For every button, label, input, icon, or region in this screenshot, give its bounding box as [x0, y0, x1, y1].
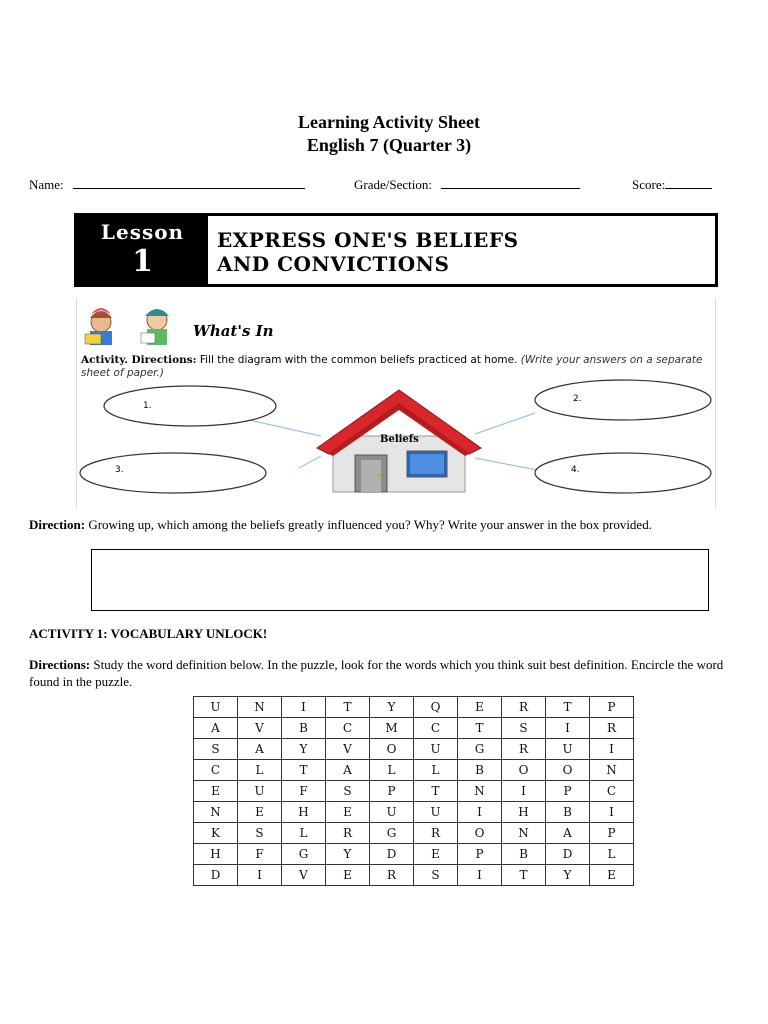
- lesson-word: Lesson: [100, 220, 185, 244]
- puzzle-cell[interactable]: V: [326, 739, 370, 760]
- puzzle-cell[interactable]: U: [194, 697, 238, 718]
- puzzle-cell[interactable]: M: [370, 718, 414, 739]
- puzzle-cell[interactable]: T: [326, 697, 370, 718]
- puzzle-cell[interactable]: A: [238, 739, 282, 760]
- score-label: Score:: [632, 177, 666, 192]
- puzzle-cell[interactable]: E: [326, 802, 370, 823]
- puzzle-cell[interactable]: P: [590, 823, 634, 844]
- oval-3-number: 3.: [115, 465, 124, 475]
- puzzle-cell[interactable]: R: [502, 739, 546, 760]
- title-line-2: English 7 (Quarter 3): [306, 135, 472, 155]
- puzzle-cell[interactable]: U: [546, 739, 590, 760]
- puzzle-cell[interactable]: I: [546, 718, 590, 739]
- puzzle-cell[interactable]: S: [194, 739, 238, 760]
- puzzle-cell[interactable]: D: [194, 865, 238, 886]
- puzzle-cell[interactable]: T: [546, 697, 590, 718]
- puzzle-cell[interactable]: P: [590, 697, 634, 718]
- puzzle-cell[interactable]: E: [458, 697, 502, 718]
- puzzle-cell[interactable]: Y: [546, 865, 590, 886]
- puzzle-cell[interactable]: Q: [414, 697, 458, 718]
- puzzle-cell[interactable]: A: [546, 823, 590, 844]
- direction-body: Growing up, which among the beliefs greatly influenced you? Why? Write your answer in the box provided.: [88, 517, 652, 532]
- puzzle-cell[interactable]: N: [590, 760, 634, 781]
- puzzle-cell[interactable]: V: [282, 865, 326, 886]
- puzzle-cell[interactable]: T: [502, 865, 546, 886]
- score-blank[interactable]: [665, 176, 712, 189]
- puzzle-cell[interactable]: R: [370, 865, 414, 886]
- puzzle-cell[interactable]: U: [238, 781, 282, 802]
- puzzle-cell[interactable]: P: [458, 844, 502, 865]
- puzzle-row: [194, 844, 634, 865]
- lesson-title-line-2: AND CONVICTIONS: [217, 252, 450, 276]
- puzzle-cell[interactable]: O: [370, 739, 414, 760]
- puzzle-cell[interactable]: E: [414, 844, 458, 865]
- puzzle-cell[interactable]: L: [370, 760, 414, 781]
- puzzle-row: [194, 802, 634, 823]
- whats-in-heading: What's In: [193, 322, 274, 340]
- name-blank[interactable]: [73, 176, 305, 189]
- puzzle-cell[interactable]: H: [502, 802, 546, 823]
- whats-in-directions: [81, 354, 713, 380]
- lesson-number: 1: [132, 244, 153, 279]
- puzzle-cell[interactable]: I: [282, 697, 326, 718]
- puzzle-row: [194, 697, 634, 718]
- puzzle-cell[interactable]: N: [194, 802, 238, 823]
- puzzle-cell[interactable]: T: [458, 718, 502, 739]
- puzzle-cell[interactable]: A: [194, 718, 238, 739]
- puzzle-cell[interactable]: H: [282, 802, 326, 823]
- page-title: [0, 111, 768, 157]
- name-field: [29, 176, 305, 193]
- lesson-number-block: [77, 216, 208, 284]
- puzzle-cell[interactable]: N: [458, 781, 502, 802]
- puzzle-cell[interactable]: U: [370, 802, 414, 823]
- belief-oval-4[interactable]: [535, 453, 711, 493]
- puzzle-row: [194, 760, 634, 781]
- puzzle-cell[interactable]: S: [502, 718, 546, 739]
- puzzle-cell[interactable]: L: [414, 760, 458, 781]
- puzzle-cell[interactable]: I: [458, 802, 502, 823]
- puzzle-cell[interactable]: A: [326, 760, 370, 781]
- puzzle-cell[interactable]: U: [414, 802, 458, 823]
- puzzle-cell[interactable]: R: [414, 823, 458, 844]
- lesson-title-line-1: EXPRESS ONE'S BELIEFS: [217, 228, 519, 252]
- puzzle-cell[interactable]: P: [370, 781, 414, 802]
- puzzle-cell[interactable]: T: [282, 760, 326, 781]
- puzzle-row: [194, 739, 634, 760]
- whats-in-panel: [76, 298, 716, 508]
- puzzle-cell[interactable]: D: [546, 844, 590, 865]
- title-line-1: Learning Activity Sheet: [298, 112, 480, 132]
- puzzle-cell[interactable]: R: [326, 823, 370, 844]
- beliefs-label: Beliefs: [380, 434, 419, 445]
- puzzle-cell[interactable]: F: [282, 781, 326, 802]
- puzzle-cell[interactable]: Y: [326, 844, 370, 865]
- oval-1-number: 1.: [143, 401, 152, 411]
- puzzle-cell[interactable]: C: [326, 718, 370, 739]
- puzzle-cell[interactable]: E: [194, 781, 238, 802]
- grade-section-blank[interactable]: [441, 176, 580, 189]
- puzzle-cell[interactable]: C: [414, 718, 458, 739]
- activity-1-directions: [29, 656, 744, 690]
- puzzle-cell[interactable]: I: [590, 802, 634, 823]
- direction-text: [29, 517, 744, 533]
- puzzle-cell[interactable]: N: [238, 697, 282, 718]
- puzzle-cell[interactable]: S: [238, 823, 282, 844]
- puzzle-cell[interactable]: S: [326, 781, 370, 802]
- puzzle-cell[interactable]: I: [458, 865, 502, 886]
- belief-oval-3[interactable]: [80, 453, 266, 493]
- puzzle-cell[interactable]: G: [282, 844, 326, 865]
- puzzle-cell[interactable]: B: [546, 802, 590, 823]
- puzzle-cell[interactable]: I: [502, 781, 546, 802]
- puzzle-cell[interactable]: P: [546, 781, 590, 802]
- puzzle-cell[interactable]: D: [370, 844, 414, 865]
- puzzle-cell[interactable]: F: [238, 844, 282, 865]
- puzzle-cell[interactable]: R: [590, 718, 634, 739]
- name-label: Name:: [29, 177, 64, 192]
- puzzle-cell[interactable]: Y: [370, 697, 414, 718]
- belief-oval-2[interactable]: [535, 380, 711, 420]
- direction-label: Direction:: [29, 517, 86, 532]
- puzzle-cell[interactable]: I: [590, 739, 634, 760]
- puzzle-cell[interactable]: C: [590, 781, 634, 802]
- belief-oval-1[interactable]: [104, 386, 276, 426]
- grade-section-field: [354, 176, 580, 193]
- puzzle-cell[interactable]: U: [414, 739, 458, 760]
- activity-directions-text: Fill the diagram with the common beliefs practiced at home.: [199, 354, 518, 366]
- puzzle-cell[interactable]: L: [590, 844, 634, 865]
- puzzle-cell[interactable]: T: [414, 781, 458, 802]
- puzzle-cell[interactable]: K: [194, 823, 238, 844]
- puzzle-row: [194, 718, 634, 739]
- activity-directions-note: (Write your answers on a separate sheet of paper.): [81, 354, 703, 379]
- children-reading-icon: [85, 308, 169, 345]
- puzzle-cell[interactable]: L: [282, 823, 326, 844]
- beliefs-diagram: [77, 298, 715, 508]
- lesson-title: [217, 228, 519, 276]
- answer-box[interactable]: [91, 549, 709, 611]
- puzzle-row: [194, 865, 634, 886]
- activity-1-title: ACTIVITY 1: VOCABULARY UNLOCK!: [29, 626, 268, 641]
- puzzle-cell[interactable]: E: [590, 865, 634, 886]
- activity-directions-label: Activity. Directions:: [81, 354, 197, 366]
- puzzle-cell[interactable]: O: [458, 823, 502, 844]
- puzzle-cell[interactable]: V: [238, 718, 282, 739]
- puzzle-cell[interactable]: G: [458, 739, 502, 760]
- grade-section-label: Grade/Section:: [354, 177, 432, 192]
- word-search-puzzle: [193, 696, 634, 886]
- puzzle-cell[interactable]: O: [546, 760, 590, 781]
- puzzle-cell[interactable]: N: [502, 823, 546, 844]
- puzzle-cell[interactable]: B: [502, 844, 546, 865]
- puzzle-cell[interactable]: E: [326, 865, 370, 886]
- puzzle-cell[interactable]: L: [238, 760, 282, 781]
- puzzle-cell[interactable]: C: [194, 760, 238, 781]
- activity-1-directions-label: Directions:: [29, 657, 91, 672]
- score-field: [632, 176, 712, 193]
- puzzle-row: [194, 781, 634, 802]
- puzzle-cell[interactable]: O: [502, 760, 546, 781]
- puzzle-cell[interactable]: R: [502, 697, 546, 718]
- puzzle-cell[interactable]: I: [238, 865, 282, 886]
- puzzle-cell[interactable]: Y: [282, 739, 326, 760]
- puzzle-cell[interactable]: B: [282, 718, 326, 739]
- puzzle-cell[interactable]: E: [238, 802, 282, 823]
- puzzle-row: [194, 823, 634, 844]
- puzzle-cell[interactable]: H: [194, 844, 238, 865]
- oval-2-number: 2.: [573, 394, 582, 404]
- oval-4-number: 4.: [571, 465, 580, 475]
- activity-1-directions-text: Study the word definition below. In the puzzle, look for the words which you think suit best definition. Encircle the word found in the puzzle.: [29, 657, 724, 689]
- puzzle-cell[interactable]: S: [414, 865, 458, 886]
- lesson-banner: [74, 213, 718, 287]
- puzzle-cell[interactable]: G: [370, 823, 414, 844]
- puzzle-cell[interactable]: B: [458, 760, 502, 781]
